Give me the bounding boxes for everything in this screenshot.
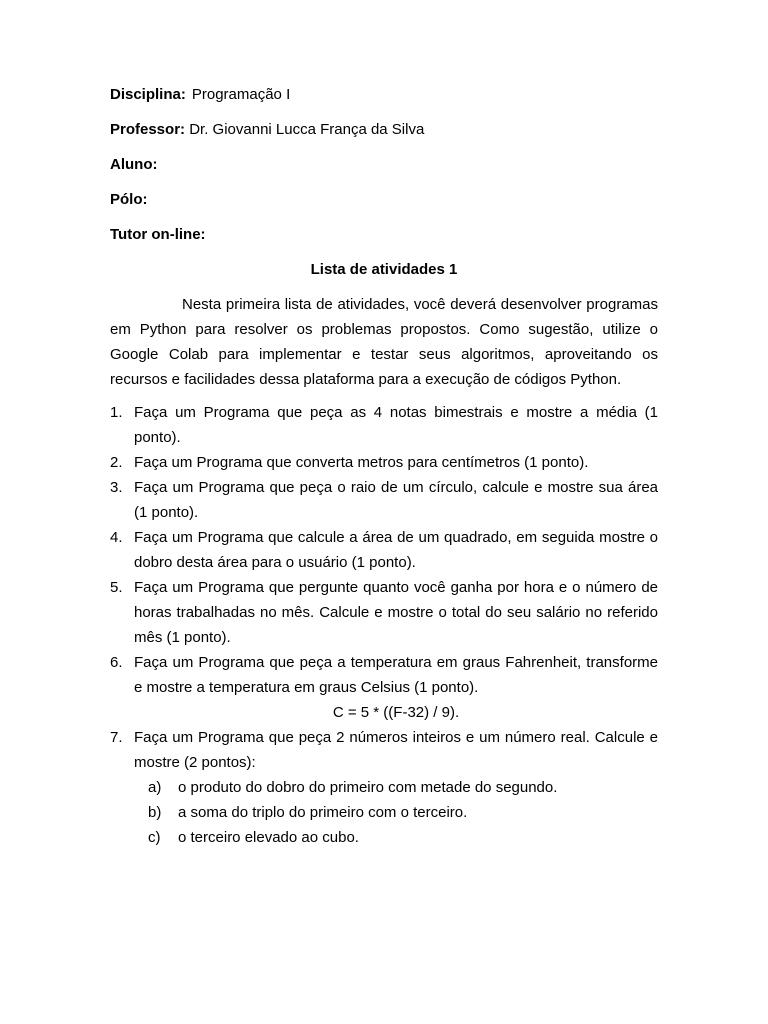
aluno-line — [110, 152, 658, 177]
task-number: 3. — [110, 479, 123, 496]
subitem-b — [148, 800, 658, 825]
subitem-text: o produto do dobro do primeiro com metade do segundo. — [178, 779, 558, 796]
subitem-a — [148, 775, 658, 800]
subitem-letter: a) — [148, 779, 162, 796]
task-item-2 — [110, 450, 658, 475]
professor-value: Dr. Giovanni Lucca França da Silva — [189, 121, 425, 138]
subitem-letter: b) — [148, 804, 162, 821]
task-item-1 — [110, 400, 658, 450]
subitem-text: a soma do triplo do primeiro com o terceiro. — [178, 804, 468, 821]
subitem-text: o terceiro elevado ao cubo. — [178, 829, 359, 846]
polo-line — [110, 187, 658, 212]
task-number: 1. — [110, 404, 123, 421]
task-text: Faça um Programa que peça 2 números inteiros e um número real. Calcule e mostre (2 pontos): — [134, 729, 658, 771]
task-item-7 — [110, 725, 658, 775]
task-list — [110, 400, 658, 700]
task-text: Faça um Programa que calcule a área de um quadrado, em seguida mostre o dobro desta área para o usuário (1 ponto). — [134, 529, 658, 571]
subitem-letter: c) — [148, 829, 161, 846]
professor-label: Professor: — [110, 121, 186, 138]
task-text: Faça um Programa que peça a temperatura em graus Fahrenheit, transforme e mostre a temperatura em graus Celsius (1 ponto). — [134, 654, 658, 696]
task-number: 2. — [110, 454, 123, 471]
intro-paragraph: Nesta primeira lista de atividades, você deverá desenvolver programas em Python para resolver os problemas propostos. Como sugestão, utilize o Google Colab para implementar e testar seus algoritmos, aproveitando os recursos e facilidades dessa plataforma para a execução de códigos Python. — [110, 296, 658, 388]
task-text: Faça um Programa que peça o raio de um círculo, calcule e mostre sua área (1 ponto). — [134, 479, 658, 521]
document-title: Lista de atividades 1 — [310, 261, 458, 278]
task-text: Faça um Programa que converta metros para centímetros (1 ponto). — [134, 454, 589, 471]
subitem-list — [110, 775, 658, 850]
task-item-5 — [110, 575, 658, 650]
task-text: Faça um Programa que peça as 4 notas bimestrais e mostre a média (1 ponto). — [134, 404, 658, 446]
task-list-continued — [110, 725, 658, 775]
celsius-formula: C = 5 * ((F-32) / 9). — [332, 704, 460, 721]
task-number: 4. — [110, 529, 123, 546]
disciplina-label: Disciplina: — [110, 86, 186, 103]
task-number: 7. — [110, 729, 123, 746]
disciplina-line — [110, 82, 658, 107]
task-text: Faça um Programa que pergunte quanto você ganha por hora e o número de horas trabalhadas no mês. Calcule e mostre o total do seu salário no referido mês (1 ponto). — [134, 579, 658, 646]
polo-label: Pólo: — [110, 191, 148, 208]
professor-line — [110, 117, 658, 142]
tutor-label: Tutor on-line: — [110, 226, 206, 243]
task-item-3 — [110, 475, 658, 525]
task-number: 6. — [110, 654, 123, 671]
task-number: 5. — [110, 579, 123, 596]
task-item-6 — [110, 650, 658, 700]
tutor-line — [110, 222, 658, 247]
task-item-4 — [110, 525, 658, 575]
aluno-label: Aluno: — [110, 156, 158, 173]
subitem-c — [148, 825, 658, 850]
disciplina-value: Programação I — [191, 86, 291, 103]
